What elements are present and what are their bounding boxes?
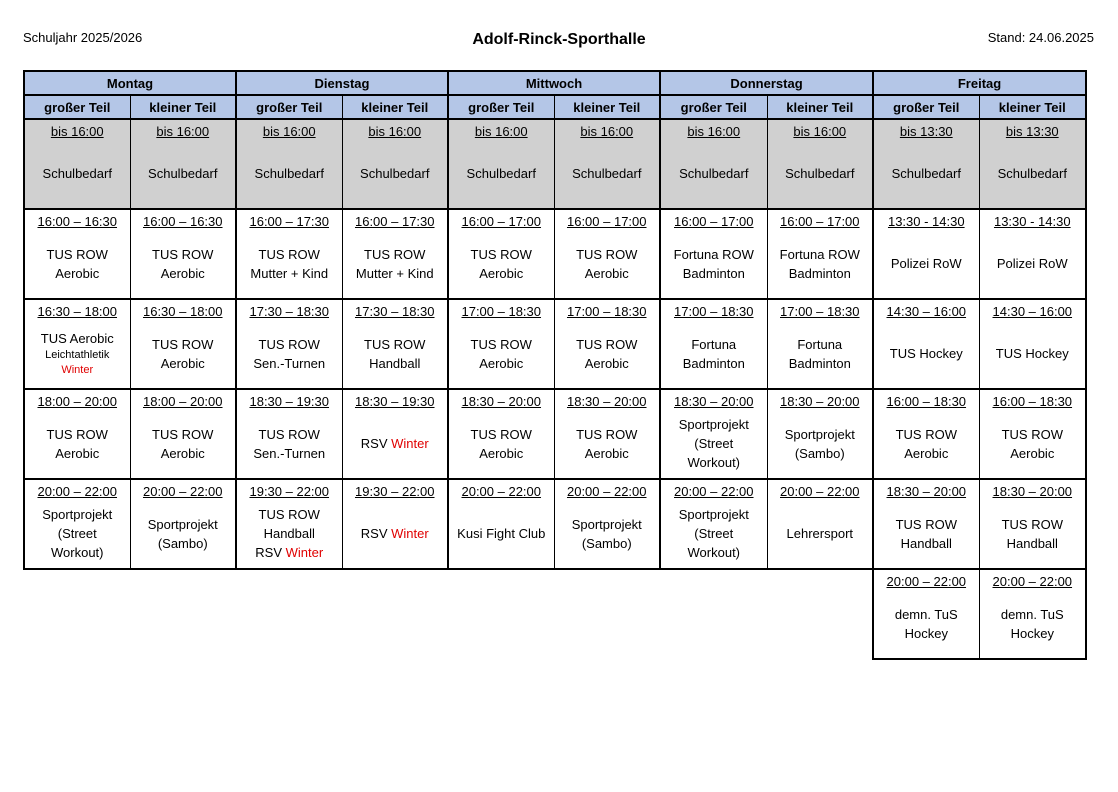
activity-line: Aerobic bbox=[160, 265, 205, 281]
empty-slot bbox=[342, 569, 448, 659]
activity-line: Aerobic bbox=[904, 445, 949, 461]
activity-line: Badminton bbox=[788, 265, 851, 281]
empty-slot bbox=[767, 569, 873, 659]
activity-line: TUS ROW bbox=[576, 336, 638, 352]
activity-line: Schulbedarf bbox=[148, 166, 218, 181]
activity bbox=[467, 141, 536, 208]
time-slot: 16:00 – 17:30 bbox=[249, 214, 330, 229]
activity-line: Fortuna ROW bbox=[779, 246, 860, 262]
schedule-cell bbox=[130, 479, 236, 569]
winter-note: Winter bbox=[391, 436, 429, 451]
time-slot: 17:30 – 18:30 bbox=[354, 304, 435, 319]
activity-line: Aerobic bbox=[584, 445, 629, 461]
activity bbox=[364, 321, 425, 388]
time-slot: 18:00 – 20:00 bbox=[37, 394, 118, 409]
schedule-cell bbox=[979, 209, 1086, 299]
activity bbox=[785, 141, 854, 208]
time-slot: bis 13:30 bbox=[1005, 124, 1059, 139]
activity-line: Schulbedarf bbox=[891, 166, 961, 181]
activity bbox=[683, 321, 745, 388]
activity bbox=[152, 411, 213, 478]
activity bbox=[785, 411, 855, 478]
activity bbox=[572, 501, 642, 568]
activity bbox=[789, 321, 851, 388]
activity bbox=[1002, 411, 1063, 478]
activity bbox=[253, 411, 325, 478]
schedule-cell bbox=[554, 389, 660, 479]
activity-line: TUS ROW bbox=[895, 426, 957, 442]
empty-slot bbox=[236, 569, 342, 659]
page-title: Adolf-Rinck-Sporthalle bbox=[472, 31, 646, 48]
schedule-row bbox=[24, 119, 1086, 209]
activity-line: TUS ROW bbox=[152, 426, 214, 442]
activity-line: TUS ROW bbox=[46, 426, 108, 442]
schedule-cell bbox=[24, 479, 130, 569]
activity-line: Polizei RoW bbox=[890, 256, 962, 271]
activity bbox=[253, 321, 325, 388]
day-header-montag: Montag bbox=[24, 71, 236, 95]
activity bbox=[361, 501, 429, 568]
time-slot: 20:00 – 22:00 bbox=[780, 484, 860, 499]
schedule-cell bbox=[873, 209, 979, 299]
activity bbox=[148, 141, 217, 208]
schedule-cell bbox=[342, 299, 448, 389]
day-header-donnerstag: Donnerstag bbox=[660, 71, 873, 95]
activity-line: TUS ROW bbox=[576, 246, 638, 262]
activity-line: Aerobic bbox=[479, 445, 524, 461]
time-slot: 16:30 – 18:00 bbox=[142, 304, 223, 319]
time-slot: 18:30 – 19:30 bbox=[354, 394, 435, 409]
activity-line: Aerobic bbox=[479, 265, 524, 281]
activity-line: (Street bbox=[57, 526, 97, 541]
activity-line: (Sambo) bbox=[794, 445, 845, 461]
time-slot: 20:00 – 22:00 bbox=[461, 484, 542, 499]
time-slot: 16:00 – 17:00 bbox=[780, 214, 860, 229]
activity bbox=[41, 321, 114, 388]
activity-line: Sportprojekt bbox=[147, 516, 218, 532]
day-header-row bbox=[24, 71, 1086, 95]
activity-line: Sportprojekt bbox=[678, 507, 749, 522]
activity bbox=[360, 141, 429, 208]
schedule-row bbox=[24, 209, 1086, 299]
time-slot: 16:00 – 18:30 bbox=[886, 394, 967, 409]
sub-header-klein: kleiner Teil bbox=[767, 95, 873, 119]
activity-line: TUS ROW bbox=[364, 246, 426, 262]
activity-line: Aerobic bbox=[584, 265, 629, 281]
schedule-cell bbox=[342, 479, 448, 569]
schedule-cell bbox=[554, 209, 660, 299]
schedule-cell bbox=[979, 389, 1086, 479]
time-slot: 20:00 – 22:00 bbox=[142, 484, 223, 499]
activity bbox=[674, 231, 754, 298]
time-slot: 16:30 – 18:00 bbox=[37, 304, 118, 319]
time-slot: 17:00 – 18:30 bbox=[674, 304, 754, 319]
time-slot: 18:30 – 20:00 bbox=[461, 394, 542, 409]
time-slot: 20:00 – 22:00 bbox=[886, 574, 967, 589]
time-slot: 17:00 – 18:30 bbox=[780, 304, 860, 319]
club-name: RSV bbox=[360, 436, 388, 451]
schedule-cell bbox=[979, 119, 1086, 209]
activity-line: (Sambo) bbox=[581, 535, 632, 551]
activity-line: Sportprojekt bbox=[678, 417, 749, 432]
schedule-cell bbox=[767, 389, 873, 479]
activity-line: Schulbedarf bbox=[785, 166, 855, 181]
activity-line: TUS ROW bbox=[152, 336, 214, 352]
time-slot: 16:00 – 17:00 bbox=[674, 214, 754, 229]
activity-line: Badminton bbox=[788, 355, 851, 371]
schedule-cell bbox=[448, 389, 554, 479]
time-slot: 20:00 – 22:00 bbox=[992, 574, 1073, 589]
activity-line: TUS ROW bbox=[470, 246, 532, 262]
schedule-cell bbox=[660, 479, 767, 569]
activity bbox=[361, 411, 429, 478]
activity-line: (Street bbox=[694, 436, 734, 451]
activity-line: Schulbedarf bbox=[360, 166, 430, 181]
activity-line: Aerobic bbox=[584, 355, 629, 371]
activity-line: TUS ROW bbox=[1001, 516, 1063, 532]
activity-line: Aerobic bbox=[55, 265, 100, 281]
schedule-cell bbox=[660, 389, 767, 479]
schedule-cell bbox=[24, 389, 130, 479]
time-slot: 16:00 – 17:00 bbox=[566, 214, 647, 229]
schedule-cell bbox=[554, 119, 660, 209]
activity bbox=[148, 501, 218, 568]
time-slot: bis 16:00 bbox=[156, 124, 210, 139]
schedule-cell bbox=[979, 569, 1086, 659]
sub-header-gross: großer Teil bbox=[24, 95, 130, 119]
schedule-cell bbox=[130, 119, 236, 209]
activity-line: Sen.-Turnen bbox=[253, 355, 326, 371]
time-slot: 17:30 – 18:30 bbox=[249, 304, 330, 319]
activity bbox=[471, 231, 532, 298]
schedule-cell bbox=[24, 119, 130, 209]
schedule-cell bbox=[236, 209, 342, 299]
schedule-row bbox=[24, 569, 1086, 659]
activity-line: Handball bbox=[1006, 535, 1058, 551]
activity bbox=[780, 231, 860, 298]
activity bbox=[471, 411, 532, 478]
activity bbox=[896, 501, 957, 568]
activity-line: TUS Hockey bbox=[995, 346, 1069, 361]
activity-line: demn. TuS bbox=[1000, 606, 1064, 622]
activity-line: TUS ROW bbox=[258, 507, 320, 522]
schedule-row bbox=[24, 479, 1086, 569]
schedule-cell bbox=[24, 209, 130, 299]
activity bbox=[47, 411, 108, 478]
schedule-cell bbox=[130, 389, 236, 479]
schedule-cell bbox=[554, 479, 660, 569]
time-slot: 16:00 – 16:30 bbox=[37, 214, 118, 229]
activity-line: TUS ROW bbox=[895, 516, 957, 532]
time-slot: 14:30 – 16:00 bbox=[992, 304, 1073, 319]
schedule-cell bbox=[873, 119, 979, 209]
activity bbox=[787, 501, 853, 568]
activity bbox=[891, 231, 962, 298]
schedule-cell bbox=[24, 299, 130, 389]
activity bbox=[572, 141, 641, 208]
schedule-cell bbox=[767, 119, 873, 209]
activity-line: Sportprojekt bbox=[571, 516, 642, 532]
activity bbox=[890, 321, 963, 388]
activity-line: Schulbedarf bbox=[572, 166, 642, 181]
schedule-cell bbox=[236, 389, 342, 479]
empty-slot bbox=[130, 569, 236, 659]
activity bbox=[356, 231, 434, 298]
sub-header-gross: großer Teil bbox=[873, 95, 979, 119]
activity-line: (Sambo) bbox=[157, 535, 208, 551]
time-slot: 19:30 – 22:00 bbox=[354, 484, 435, 499]
time-slot: 18:30 – 20:00 bbox=[674, 394, 754, 409]
activity-line: Badminton bbox=[682, 265, 745, 281]
activity bbox=[43, 141, 112, 208]
activity-line: demn. TuS bbox=[894, 606, 958, 622]
activity-line: Hockey bbox=[1010, 625, 1054, 641]
club-name: RSV bbox=[255, 545, 283, 560]
activity bbox=[576, 411, 637, 478]
school-year-label: Schuljahr 2025/2026 bbox=[23, 30, 143, 45]
schedule-cell bbox=[448, 209, 554, 299]
sub-header-klein: kleiner Teil bbox=[979, 95, 1086, 119]
schedule-cell bbox=[448, 299, 554, 389]
schedule-cell bbox=[130, 299, 236, 389]
activity-line: Fortuna bbox=[797, 336, 843, 352]
time-slot: 13:30 - 14:30 bbox=[887, 214, 965, 229]
schedule-cell bbox=[342, 209, 448, 299]
sub-header-klein: kleiner Teil bbox=[342, 95, 448, 119]
time-slot: bis 16:00 bbox=[50, 124, 104, 139]
activity-line: Handball bbox=[369, 355, 421, 371]
sub-header-gross: großer Teil bbox=[448, 95, 554, 119]
activity bbox=[896, 411, 957, 478]
time-slot: 13:30 - 14:30 bbox=[993, 214, 1071, 229]
activity-line: Mutter + Kind bbox=[250, 265, 329, 281]
club-name: RSV bbox=[360, 526, 388, 541]
sub-header-gross: großer Teil bbox=[236, 95, 342, 119]
time-slot: bis 16:00 bbox=[793, 124, 847, 139]
activity bbox=[679, 501, 749, 568]
time-slot: bis 16:00 bbox=[368, 124, 422, 139]
winter-note: Winter bbox=[61, 364, 94, 376]
schedule-cell bbox=[767, 299, 873, 389]
schedule-cell bbox=[448, 119, 554, 209]
activity-line: Aerobic bbox=[479, 355, 524, 371]
activity-line: Aerobic bbox=[1010, 445, 1055, 461]
time-slot: bis 16:00 bbox=[687, 124, 741, 139]
activity-line: TUS ROW bbox=[258, 426, 320, 442]
activity bbox=[576, 321, 637, 388]
schedule-cell bbox=[660, 119, 767, 209]
activity-line: TUS Aerobic bbox=[40, 331, 114, 346]
time-slot: 14:30 – 16:00 bbox=[886, 304, 967, 319]
activity-line: TUS ROW bbox=[46, 246, 108, 262]
schedule-cell bbox=[236, 299, 342, 389]
schedule-cell bbox=[236, 479, 342, 569]
time-slot: 20:00 – 22:00 bbox=[674, 484, 754, 499]
activity-note: Leichtathletik bbox=[45, 349, 110, 361]
activity bbox=[152, 321, 213, 388]
schedule-cell bbox=[767, 479, 873, 569]
activity bbox=[152, 231, 213, 298]
activity bbox=[1002, 501, 1063, 568]
activity-line: TUS ROW bbox=[470, 336, 532, 352]
activity-line: Aerobic bbox=[160, 445, 205, 461]
activity-line: Schulbedarf bbox=[254, 166, 324, 181]
activity-line: TUS ROW bbox=[1001, 426, 1063, 442]
status-date-label: Stand: 24.06.2025 bbox=[987, 30, 1094, 45]
time-slot: bis 13:30 bbox=[899, 124, 953, 139]
schedule-cell bbox=[342, 119, 448, 209]
activity bbox=[1001, 591, 1064, 658]
schedule-cell bbox=[660, 299, 767, 389]
activity-line: (Street bbox=[694, 526, 734, 541]
activity bbox=[679, 141, 748, 208]
day-header-freitag: Freitag bbox=[873, 71, 1086, 95]
empty-slot bbox=[660, 569, 767, 659]
activity-line: Aerobic bbox=[55, 445, 100, 461]
activity-line: Kusi Fight Club bbox=[457, 526, 546, 541]
activity bbox=[255, 141, 324, 208]
time-slot: 18:30 – 20:00 bbox=[992, 484, 1073, 499]
activity-line: TUS ROW bbox=[576, 426, 638, 442]
schedule-table bbox=[23, 70, 1087, 660]
activity-line: Schulbedarf bbox=[679, 166, 749, 181]
schedule-cell bbox=[873, 389, 979, 479]
activity-line: Mutter + Kind bbox=[355, 265, 434, 281]
schedule-cell bbox=[873, 479, 979, 569]
activity bbox=[996, 321, 1069, 388]
schedule-cell bbox=[660, 209, 767, 299]
activity-line: Sportprojekt bbox=[42, 507, 113, 522]
activity-line bbox=[255, 543, 323, 562]
activity bbox=[471, 321, 532, 388]
activity-line: TUS ROW bbox=[364, 336, 426, 352]
activity bbox=[998, 141, 1067, 208]
time-slot: 17:00 – 18:30 bbox=[566, 304, 647, 319]
time-slot: 20:00 – 22:00 bbox=[37, 484, 118, 499]
time-slot: 16:00 – 17:00 bbox=[461, 214, 542, 229]
activity-line: TUS ROW bbox=[470, 426, 532, 442]
activity-line bbox=[361, 524, 429, 543]
winter-note: Winter bbox=[391, 526, 429, 541]
time-slot: 16:00 – 18:30 bbox=[992, 394, 1073, 409]
activity-line: Hockey bbox=[904, 625, 948, 641]
activity-line: Sportprojekt bbox=[784, 426, 855, 442]
activity bbox=[892, 141, 961, 208]
time-slot: bis 16:00 bbox=[474, 124, 528, 139]
activity-line: Schulbedarf bbox=[997, 166, 1067, 181]
schedule-cell bbox=[236, 119, 342, 209]
winter-note: Winter bbox=[285, 545, 324, 560]
activity-line: Fortuna ROW bbox=[673, 246, 754, 262]
sub-header-klein: kleiner Teil bbox=[130, 95, 236, 119]
empty-slot bbox=[554, 569, 660, 659]
time-slot: 18:30 – 20:00 bbox=[886, 484, 967, 499]
activity bbox=[997, 231, 1068, 298]
day-header-mittwoch: Mittwoch bbox=[448, 71, 660, 95]
activity-line: TUS ROW bbox=[258, 336, 320, 352]
activity-line: Polizei RoW bbox=[996, 256, 1068, 271]
empty-slot bbox=[448, 569, 554, 659]
activity-line: TUS ROW bbox=[152, 246, 214, 262]
activity-line: Workout) bbox=[687, 545, 741, 560]
activity bbox=[457, 501, 545, 568]
activity-line: Lehrersport bbox=[786, 526, 854, 541]
time-slot: 20:00 – 22:00 bbox=[566, 484, 647, 499]
activity-line: Handball bbox=[900, 535, 952, 551]
time-slot: 19:30 – 22:00 bbox=[249, 484, 330, 499]
schedule-row bbox=[24, 389, 1086, 479]
time-slot: 18:30 – 20:00 bbox=[780, 394, 860, 409]
activity-line: Handball bbox=[263, 526, 315, 541]
schedule-cell bbox=[342, 389, 448, 479]
activity-line: TUS ROW bbox=[258, 246, 320, 262]
activity bbox=[250, 231, 328, 298]
schedule-cell bbox=[448, 479, 554, 569]
activity bbox=[679, 411, 749, 478]
time-slot: bis 16:00 bbox=[580, 124, 634, 139]
activity-line bbox=[361, 434, 429, 453]
activity-line: Fortuna bbox=[691, 336, 737, 352]
activity bbox=[576, 231, 637, 298]
activity bbox=[42, 501, 112, 568]
time-slot: 17:00 – 18:30 bbox=[461, 304, 542, 319]
time-slot: 16:00 – 17:30 bbox=[354, 214, 435, 229]
schedule-cell bbox=[873, 299, 979, 389]
empty-slot bbox=[24, 569, 130, 659]
time-slot: 18:00 – 20:00 bbox=[142, 394, 223, 409]
sub-header-klein: kleiner Teil bbox=[554, 95, 660, 119]
schedule-cell bbox=[979, 479, 1086, 569]
schedule-cell bbox=[873, 569, 979, 659]
activity-line: Schulbedarf bbox=[466, 166, 536, 181]
activity-line: Aerobic bbox=[160, 355, 205, 371]
activity bbox=[47, 231, 108, 298]
activity-line: Badminton bbox=[682, 355, 745, 371]
schedule-cell bbox=[130, 209, 236, 299]
time-slot: 18:30 – 20:00 bbox=[566, 394, 647, 409]
time-slot: bis 16:00 bbox=[262, 124, 316, 139]
schedule-cell bbox=[767, 209, 873, 299]
schedule-cell bbox=[979, 299, 1086, 389]
activity-line: Workout) bbox=[687, 455, 741, 470]
schedule-row bbox=[24, 299, 1086, 389]
schedule-cell bbox=[554, 299, 660, 389]
activity-line: Schulbedarf bbox=[42, 166, 112, 181]
activity-line: TUS Hockey bbox=[889, 346, 963, 361]
activity-line: Sen.-Turnen bbox=[253, 445, 326, 461]
activity bbox=[895, 591, 958, 658]
day-header-dienstag: Dienstag bbox=[236, 71, 448, 95]
activity-line: Workout) bbox=[51, 545, 104, 560]
activity bbox=[255, 501, 323, 568]
sub-header-gross: großer Teil bbox=[660, 95, 767, 119]
time-slot: 16:00 – 16:30 bbox=[142, 214, 223, 229]
time-slot: 18:30 – 19:30 bbox=[249, 394, 330, 409]
sub-header-row bbox=[24, 95, 1086, 119]
